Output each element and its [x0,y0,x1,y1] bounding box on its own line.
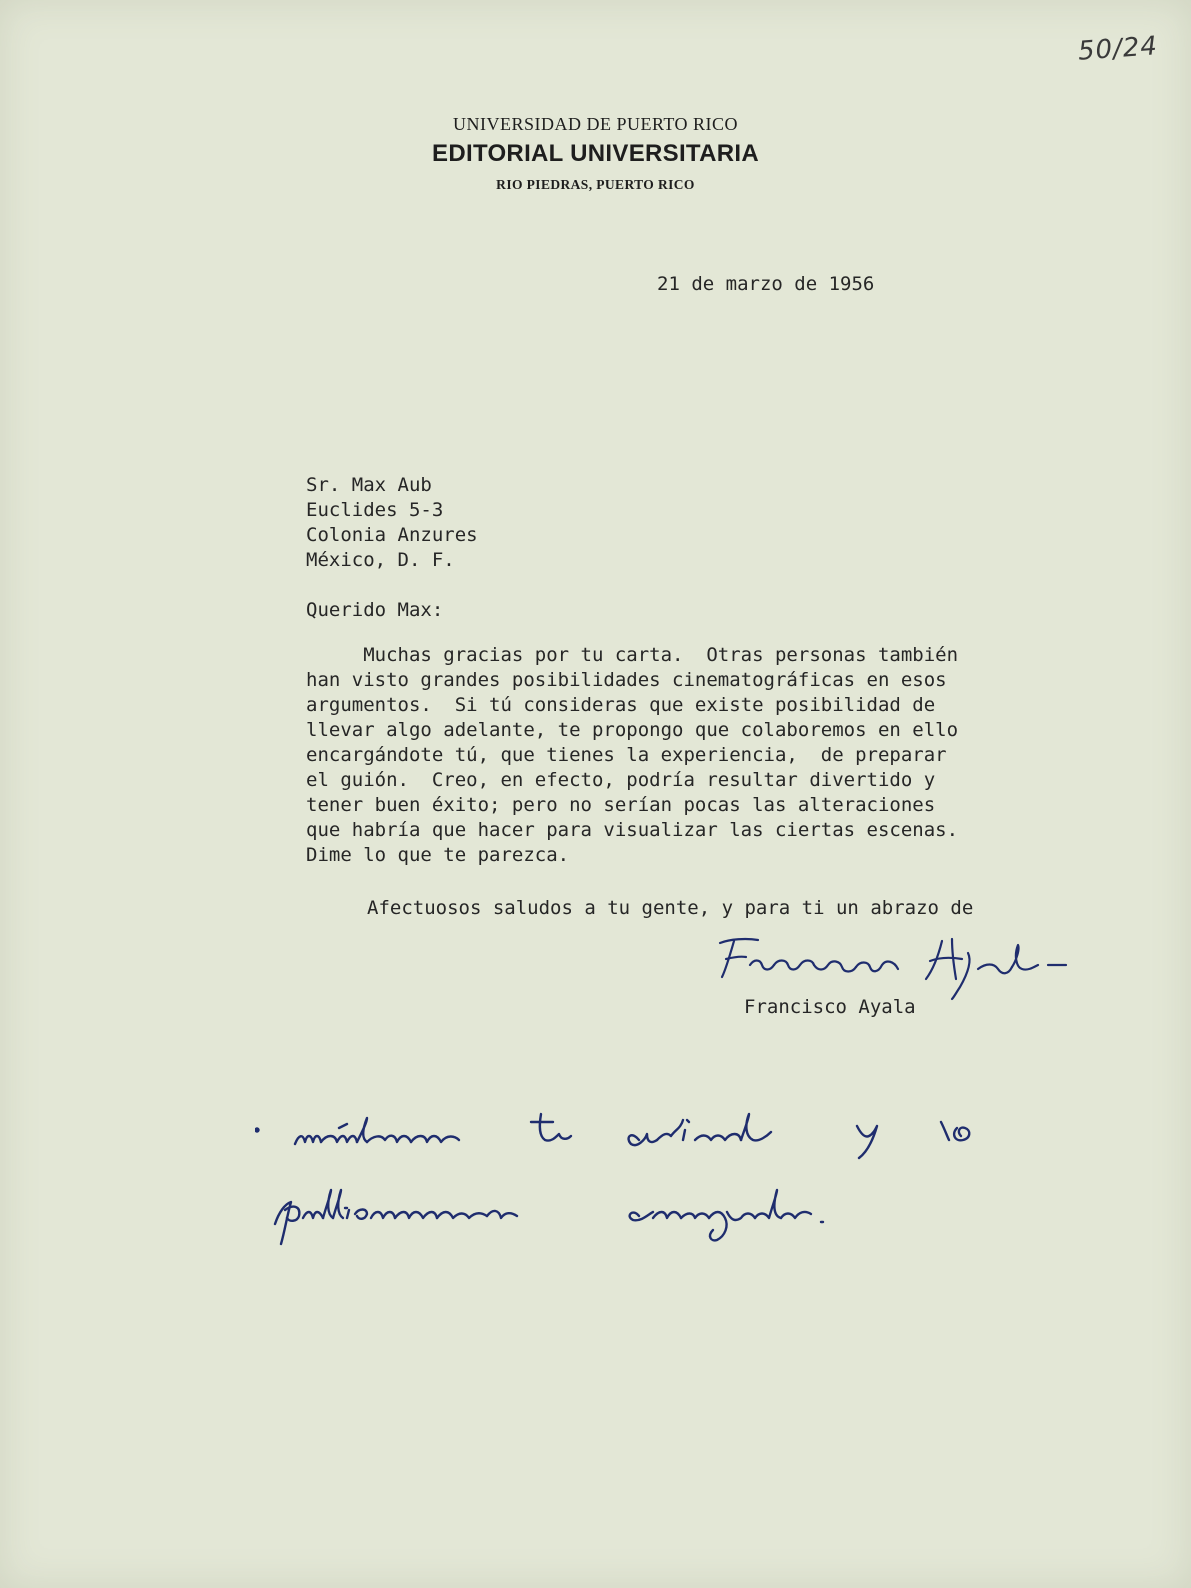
letterhead-name: EDITORIAL UNIVERSITARIA [432,140,759,167]
closing-line: Afectuosos saludos a tu gente, y para ti un abrazo de [367,897,974,919]
body-line: Muchas gracias por tu carta. Otras personas también [306,644,959,666]
body-line: argumentos. Si tú consideras que existe posibilidad de [306,694,936,716]
recipient-line: México, D. F. [306,549,455,571]
body-line: Dime lo que te parezca. [306,844,570,866]
body-line: llevar algo adelante, te propongo que colaboremos en ello [306,719,959,741]
recipient-line: Colonia Anzures [306,524,478,546]
letter-date: 21 de marzo de 1956 [657,273,875,295]
recipient-line: Euclides 5-3 [306,499,444,521]
body-line: que habría que hacer para visualizar las ciertas escenas. [306,819,959,841]
greeting: Querido Max: [306,599,444,621]
recipient-line: Sr. Max Aub [306,474,432,496]
body-line: encargándote tú, que tienes la experiencia, de preparar [306,744,947,766]
archive-number: 50/24 [1077,31,1159,67]
body-line: tener buen éxito; pero no serían pocas las alteraciones [306,794,936,816]
body-line: han visto grandes posibilidades cinematográficas en esos [306,669,947,691]
body-line: el guión. Creo, en efecto, podría resultar divertido y [306,769,936,791]
handwritten-note [255,1100,1015,1250]
letterhead-place: RIO PIEDRAS, PUERTO RICO [496,177,695,192]
letterhead-institution: UNIVERSIDAD DE PUERTO RICO [452,114,739,134]
signer-name: Francisco Ayala [744,996,916,1018]
